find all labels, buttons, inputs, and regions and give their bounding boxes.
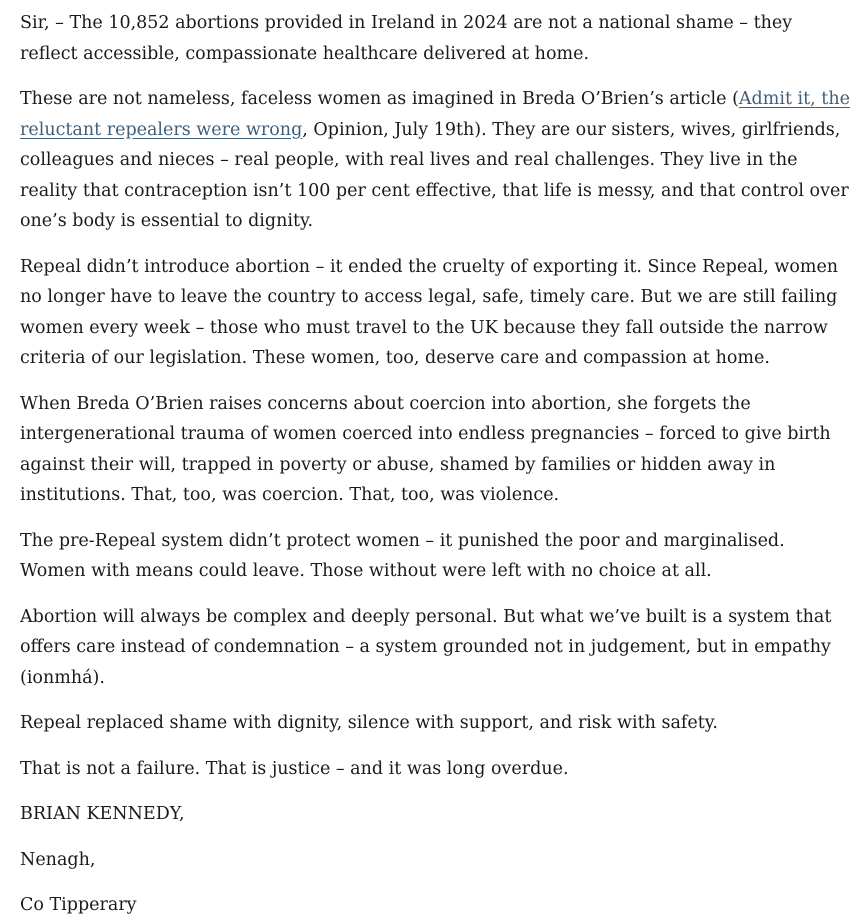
paragraph-4: When Breda O’Brien raises concerns about coercion into abortion, she forgets the intergenerational trauma of women coerced into endless pregnancies – forced to give birth against their will, trapped in poverty or abuse, shamed by families or hidden away in institutions. That, too, was coercion. That, too, was violence. [20,393,831,505]
article-link[interactable]: Admit it, the reluctant repealers were wrong [20,89,850,140]
paragraph-8: That is not a failure. That is justice – and it was long overdue. [20,758,569,779]
paragraph-2-rest: , Opinion, July 19th). They are our sisters, wives, girlfriends, colleagues and nieces – real people, with real lives and real challenges. They live in the reality that contraception isn’t 100 per cent effective, that life is messy, and that control over one’s body is essential to dignity. [20,119,849,231]
signature-town: Nenagh, [20,849,96,870]
signature-name: BRIAN KENNEDY, [20,804,185,824]
paragraph-5: The pre-Repeal system didn’t protect women – it punished the poor and marginalised. Women with means could leave. Those without were left with no choice at all. [20,530,785,581]
paragraph-2-intro: These are not nameless, faceless women as imagined in Breda O’Brien’s article ( [20,89,739,109]
paragraph-3: Repeal didn’t introduce abortion – it ended the cruelty of exporting it. Since Repeal, women no longer have to leave the country to access legal, safe, timely care. But we are still failing women every week – those who must travel to the UK because they fall outside the narrow criteria of our legislation. These women, too, deserve care and compassion at home. [20,256,839,368]
paragraph-6: Abortion will always be complex and deeply personal. But what we’ve built is a system that offers care instead of condemnation – a system grounded not in judgement, but in empathy (ionmhá). [20,606,832,688]
paragraph-1: Sir, – The 10,852 abortions provided in Ireland in 2024 are not a national shame – they reflect accessible, compassionate healthcare delivered at home. [20,13,793,64]
paragraph-7: Repeal replaced shame with dignity, silence with support, and risk with safety. [20,713,718,733]
paragraph-2 [20,84,855,237]
signature-county: Co Tipperary [20,895,137,915]
